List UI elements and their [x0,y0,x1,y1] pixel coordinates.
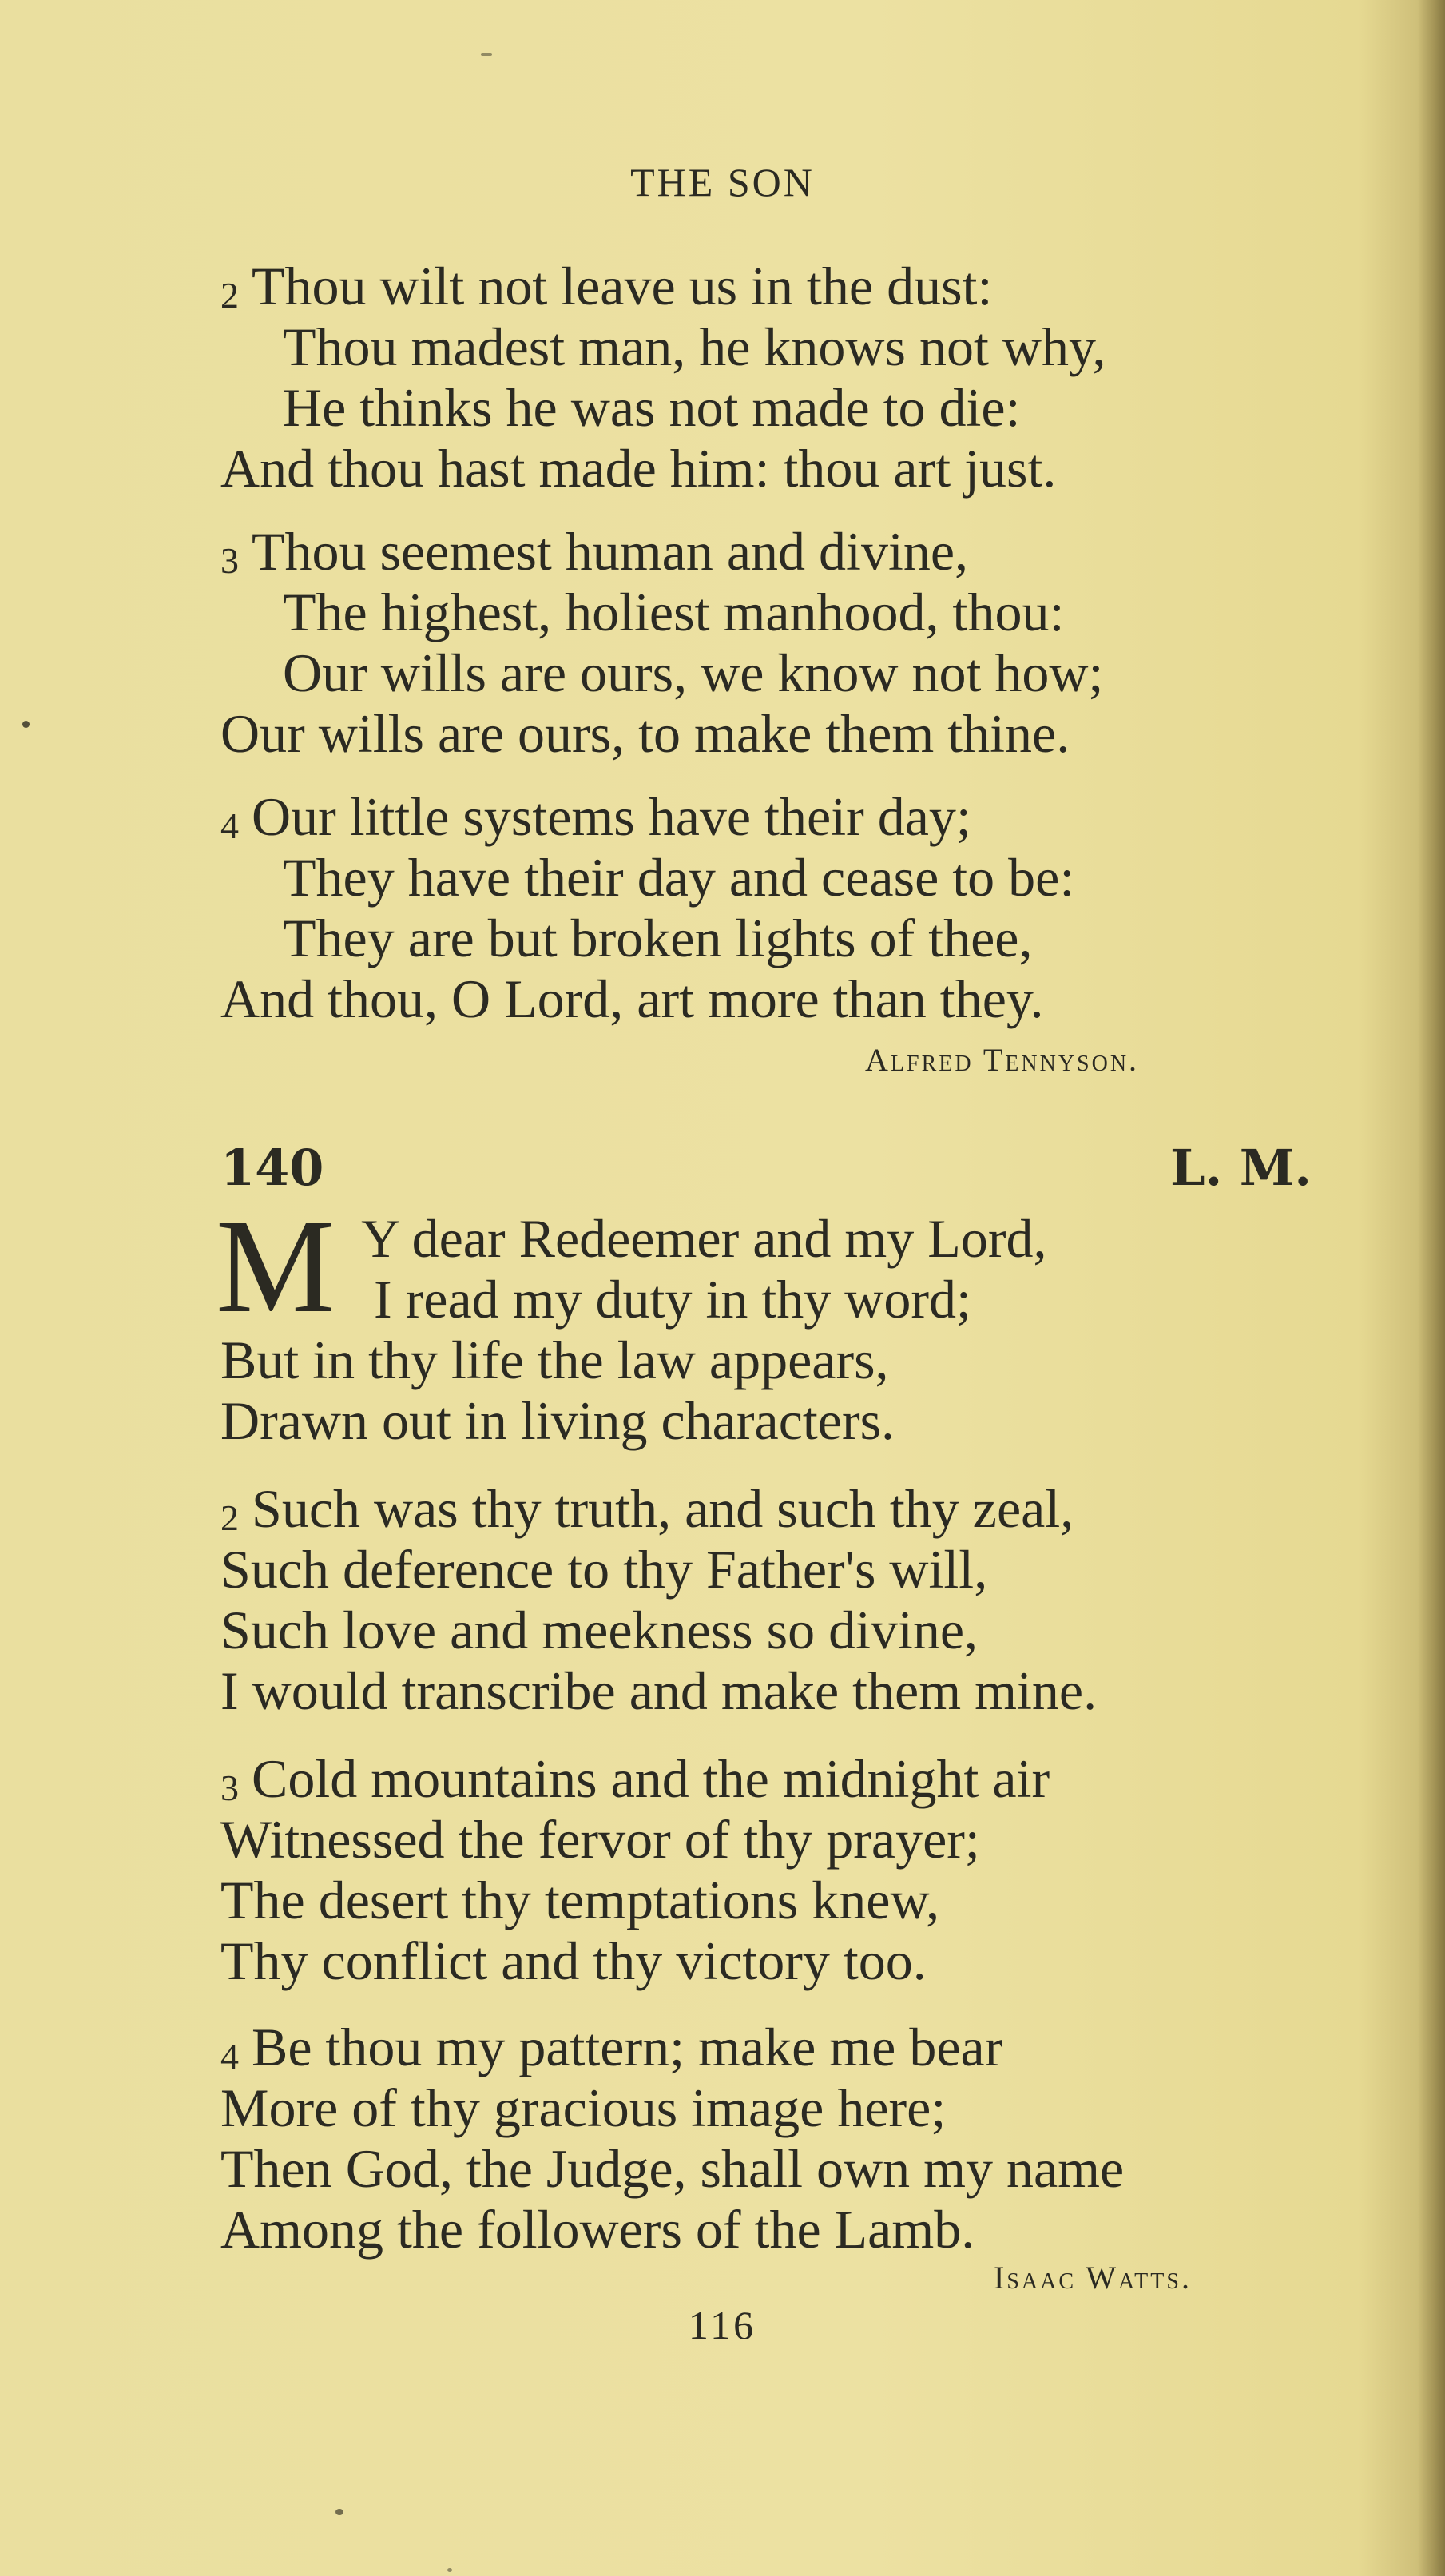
ink-speck [22,721,30,728]
stanza-line [220,254,992,324]
verse-text: They are but broken lights of thee, [283,908,1033,968]
stanza-line [220,1659,1097,1723]
verse-text: Such was thy truth, and such thy zeal, [252,1478,1074,1539]
verse-text: Be thou my pattern; make me bear [252,2017,1003,2077]
verse-text: Thou madest man, he knows not why, [283,316,1106,377]
ink-speck [335,2509,343,2515]
verse-text: Then God, the Judge, shall own my name [220,2138,1125,2199]
verse-text: I read my duty in thy word; [374,1269,971,1330]
stanza-line [220,1537,987,1601]
stanza-line [220,1328,889,1392]
verse-text: Such deference to thy Father's will, [220,1539,988,1600]
stanza-line [220,1477,1074,1547]
page-number: 116 [688,2303,757,2347]
verse-text: And thou hast made him: thou art just. [220,438,1057,499]
verse-text: More of thy gracious image here; [220,2077,947,2138]
verse-text: Our wills are ours, we know not how; [283,642,1104,703]
stanza-line [220,519,968,590]
stanza-line [220,702,1070,765]
stanza-number: 2 [220,275,239,316]
hymn-number: 140 [220,1139,324,1197]
verse-text: Among the followers of the Lamb. [220,2199,975,2260]
stanza-line [283,845,1074,909]
hymn-139-author: Alfred Tennyson. [865,1042,1140,1078]
verse-text: Cold mountains and the midnight air [252,1748,1050,1809]
stanza-line [220,967,1043,1031]
stanza-line [283,315,1106,379]
hymn-meter: L. M. [1170,1139,1312,1197]
ink-speck [447,2568,452,2572]
page-edge-shadow [1418,0,1445,2576]
stanza-line [220,2197,975,2261]
stanza-number: 3 [220,1767,239,1808]
stanza-number: 4 [220,2036,239,2077]
stanza-line [220,785,971,855]
stanza-line [283,580,1064,644]
ink-speck [481,53,492,56]
stanza-line [220,436,1056,500]
verse-text: Thou wilt not leave us in the dust: [252,256,993,316]
verse-text: The highest, holiest manhood, thou: [283,582,1065,642]
verse-text: Our little systems have their day; [252,786,971,847]
stanza-line [283,641,1103,705]
verse-text: Thy conflict and thy victory too. [220,1930,927,1991]
stanza-line [220,1389,895,1453]
verse-text: Y dear Redeemer and my Lord, [361,1208,1047,1269]
stanza-line [220,1598,978,1662]
verse-text: They have their day and cease to be: [283,847,1075,908]
stanza-number: 3 [220,540,239,581]
stanza-number: 4 [220,805,239,846]
verse-text: He thinks he was not made to die: [283,377,1021,438]
stanza-number: 2 [220,1497,239,1538]
verse-text: But in thy life the law appears, [220,1330,889,1390]
stanza-line [220,1747,1050,1817]
stanza-line [220,1868,939,1932]
stanza-line [283,906,1033,970]
verse-text: Witnessed the fervor of thy prayer; [220,1809,980,1870]
verse-text: And thou, O Lord, art more than they. [220,968,1044,1029]
stanza-line [220,1929,927,1993]
stanza-line [220,2137,1124,2200]
verse-text: The desert thy temptations knew, [220,1870,940,1930]
stanza-line [374,1267,971,1331]
stanza-line [220,1807,980,1871]
stanza-line [283,376,1020,439]
stanza-line [361,1207,1046,1270]
verse-text: I would transcribe and make them mine. [220,1660,1098,1721]
verse-text: Our wills are ours, to make them thine. [220,703,1070,764]
verse-text: Drawn out in living characters. [220,1390,895,1451]
verse-text: Thou seemest human and divine, [252,521,969,582]
drop-cap: M [216,1192,335,1341]
stanza-line [220,2015,1002,2085]
hymn-140-author: Isaac Watts. [994,2260,1192,2296]
verse-text: Such love and meekness so divine, [220,1600,979,1660]
running-head: THE SON [630,160,815,205]
stanza-line [220,2076,946,2140]
